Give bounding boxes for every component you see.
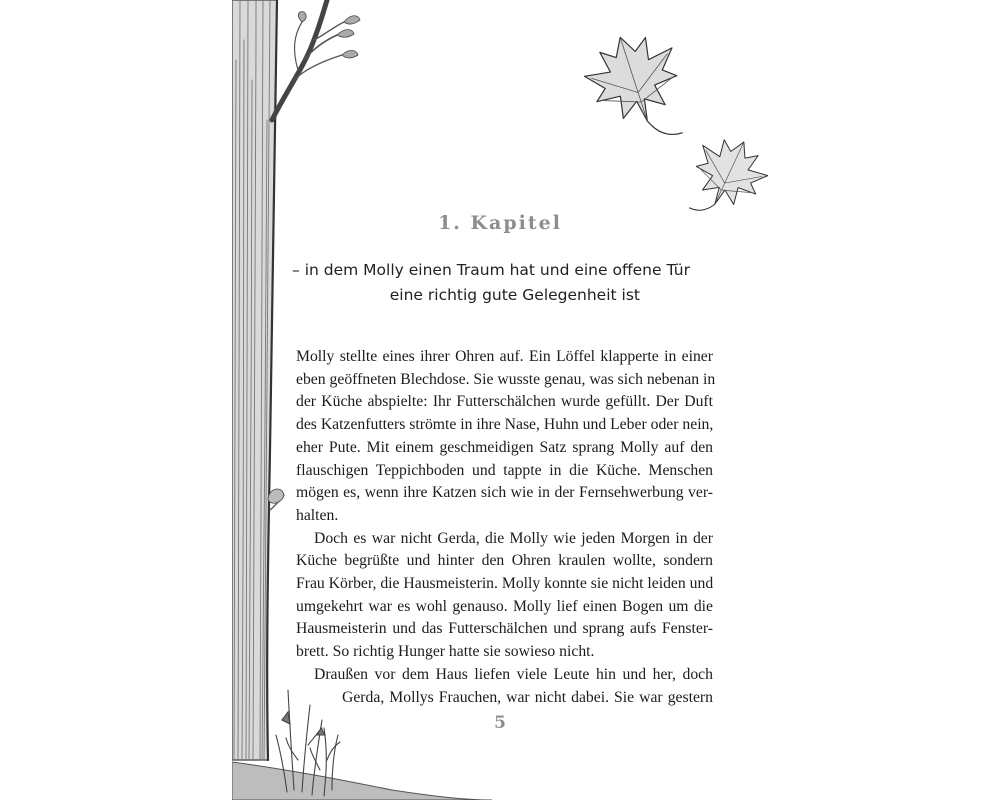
text-line: eher Pute. Mit einem geschmeidigen Satz sprang Molly auf den bbox=[296, 438, 713, 456]
book-page bbox=[232, 0, 768, 800]
text-line: Küche begrüßte und hinter den Ohren kraulen wollte, sondern bbox=[296, 552, 713, 570]
chapter-title: 1. Kapitel bbox=[438, 212, 562, 234]
page-number: 5 bbox=[494, 713, 506, 733]
text-line: mögen es, wenn ihre Katzen sich wie in der Fernsehwerbung ver- bbox=[296, 484, 713, 502]
text-line: halten. bbox=[296, 506, 339, 524]
text-line: Molly stellte eines ihrer Ohren auf. Ein Löffel klapperte in einer bbox=[296, 348, 713, 365]
text-line: eben geöffneten Blechdose. Sie wusste genau, was sich nebenan in bbox=[296, 370, 716, 388]
subtitle-line: – in dem Molly einen Traum hat und eine offene Tür bbox=[292, 261, 690, 279]
text-line: Doch es war nicht Gerda, die Molly wie jeden Morgen in der bbox=[314, 529, 713, 547]
body-text bbox=[296, 346, 716, 709]
text-line: Gerda, Mollys Frauchen, war nicht dabei. Sie war gestern bbox=[342, 688, 713, 706]
text-line: Frau Körber, die Hausmeisterin. Molly konnte sie nicht leiden und bbox=[296, 575, 714, 593]
subtitle-line: eine richtig gute Gelegenheit ist bbox=[389, 286, 640, 304]
chapter-subtitle bbox=[232, 258, 768, 308]
text-line: umgekehrt war es wohl genauso. Molly lief einen Bogen um die bbox=[296, 597, 713, 615]
text-line: Hausmeisterin und das Futterschälchen und sprang aufs Fenster- bbox=[296, 620, 713, 638]
maple-leaf-icon bbox=[576, 23, 697, 156]
text-line: flauschigen Teppichboden und tappte in die Küche. Menschen bbox=[296, 461, 713, 479]
text-line: brett. So richtig Hunger hatte sie sowieso nicht. bbox=[296, 643, 595, 661]
text-line: Draußen vor dem Haus liefen viele Leute hin und her, doch bbox=[314, 665, 713, 683]
text-line: der Küche abspielte: Ihr Futterschälchen wurde gefüllt. Der Duft bbox=[296, 393, 713, 411]
text-line: des Katzenfutters strömte in ihre Nase, Huhn und Leber oder nein, bbox=[296, 416, 714, 434]
